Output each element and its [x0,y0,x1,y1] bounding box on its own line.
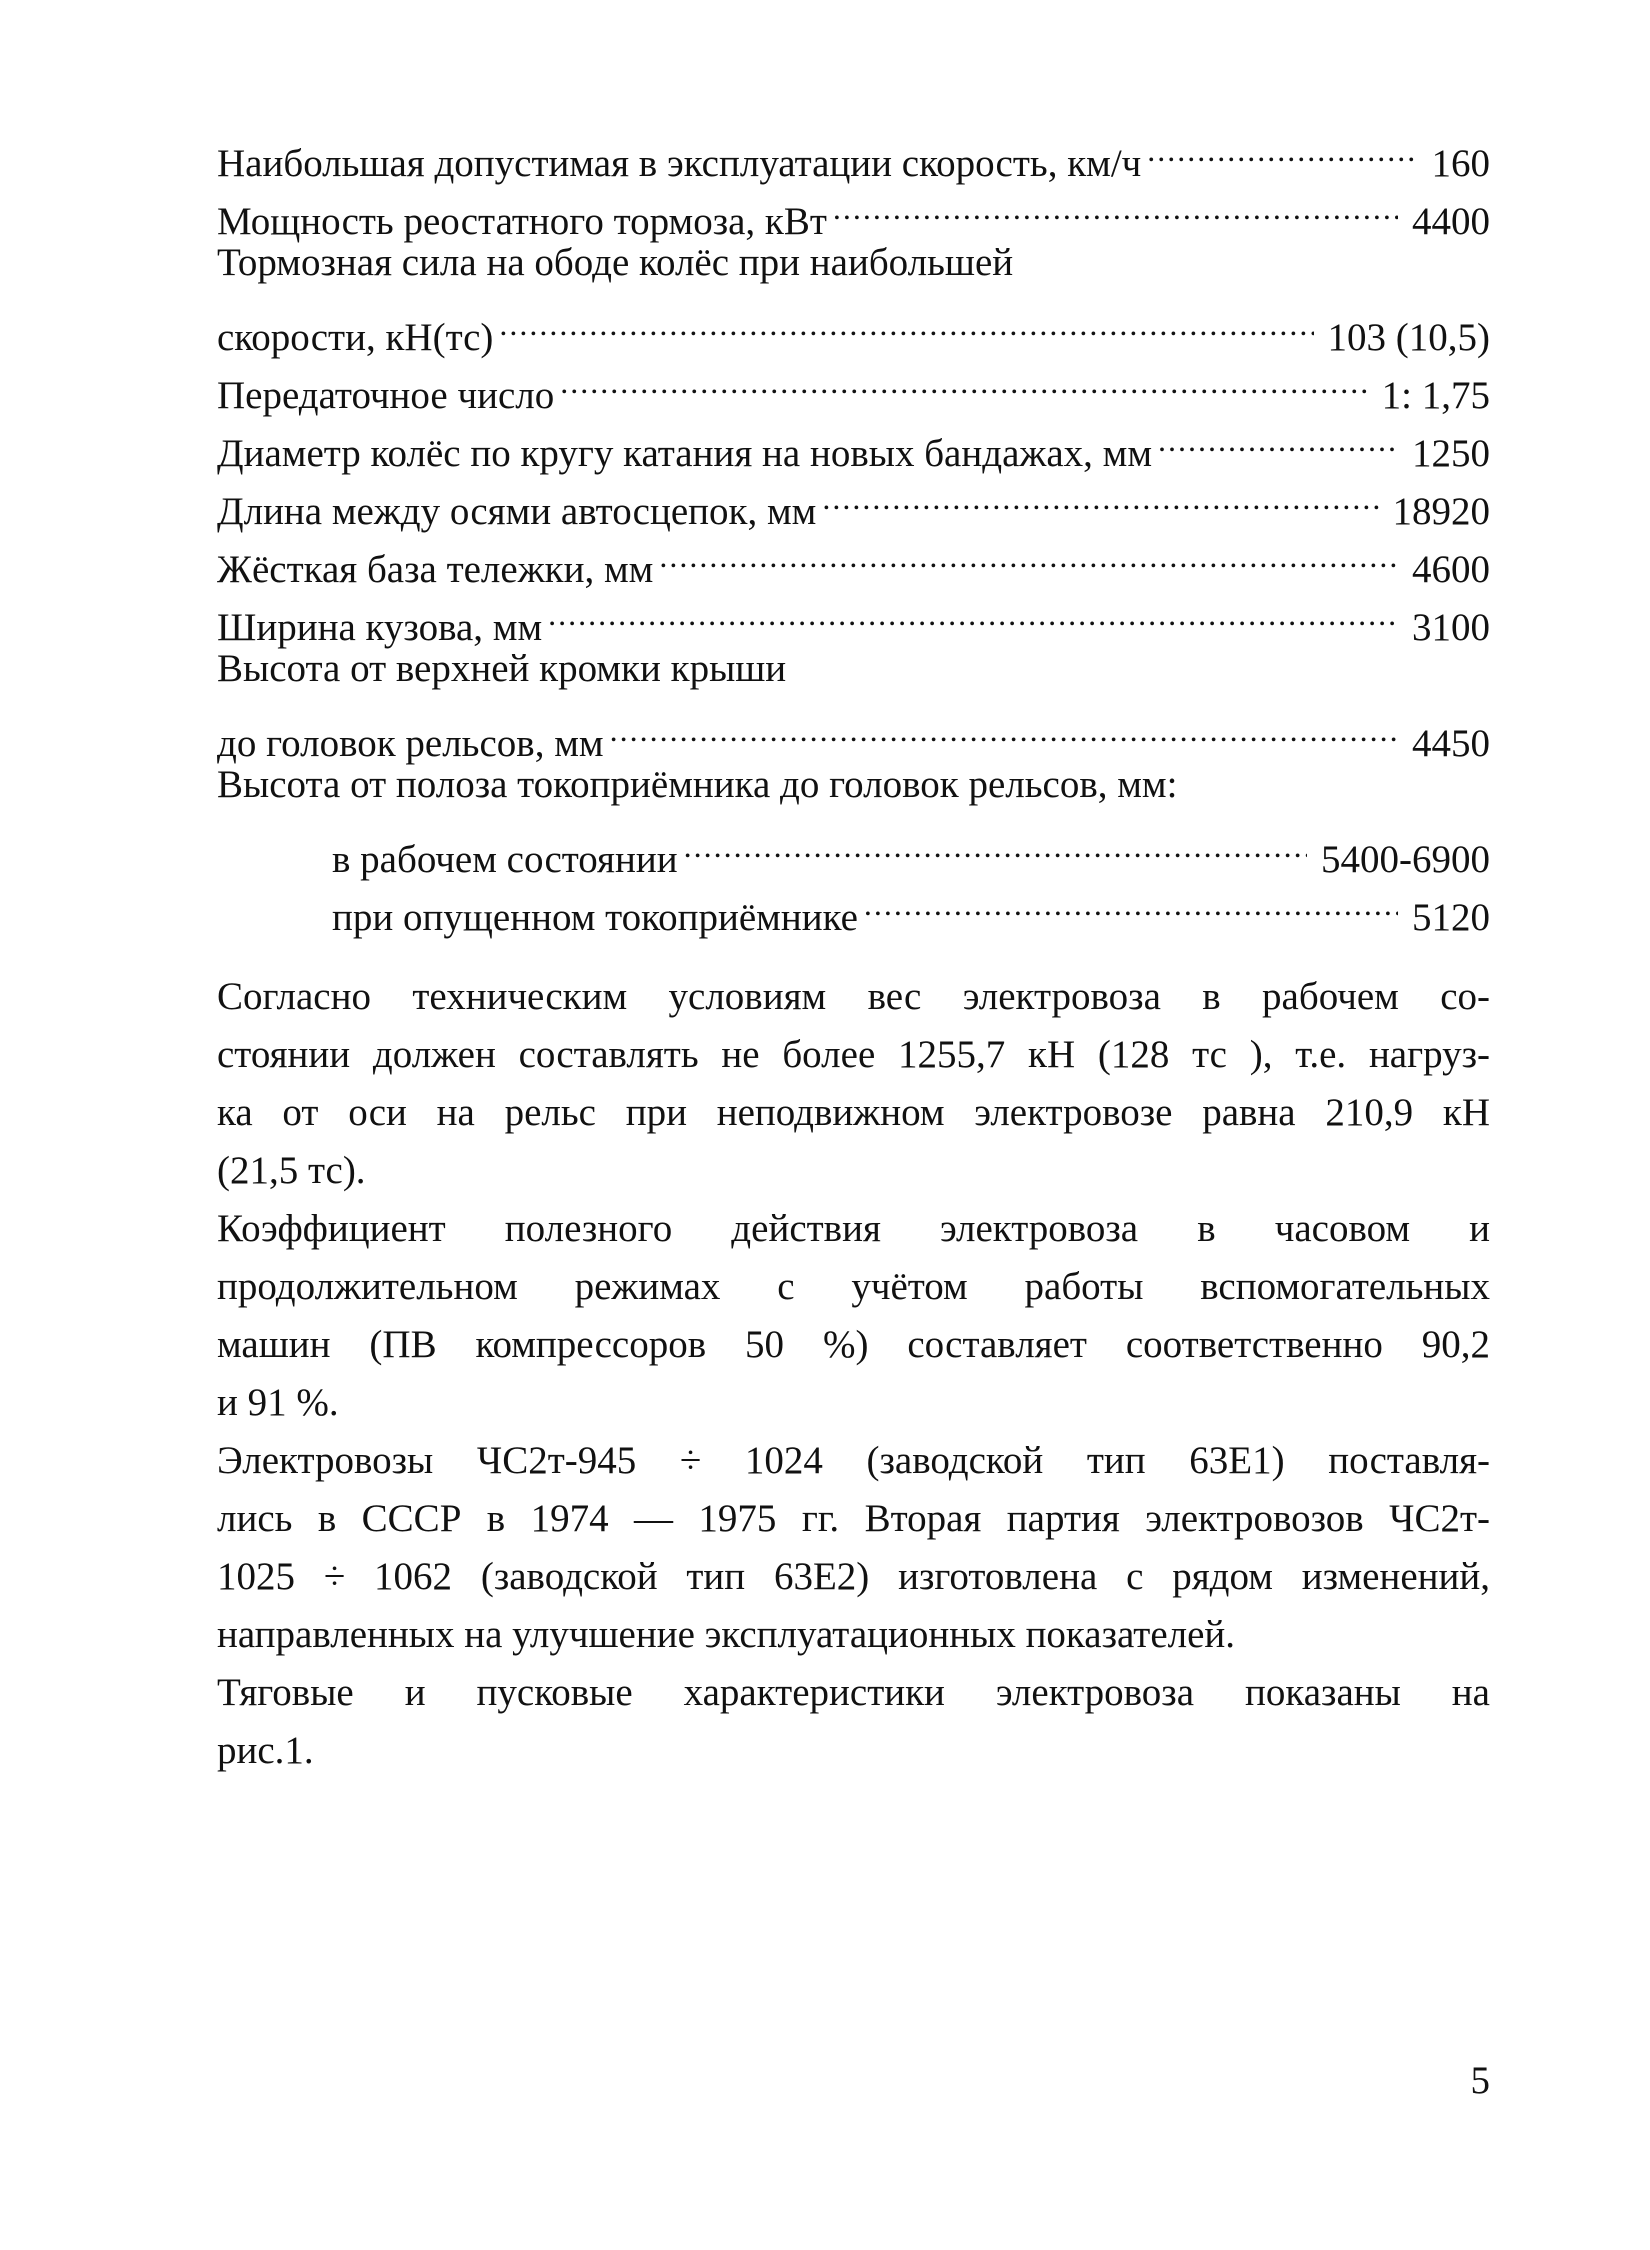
dot-leader [684,814,1307,872]
dot-leader [1158,408,1398,466]
spec-row [217,292,1490,359]
spec-label: до головок рельсов, мм [217,722,604,765]
text-line: Тяговые и пусковые характеристики электровоза показаны на [217,1671,1490,1714]
spec-value: 1250 [1412,432,1490,475]
spec-value: 3100 [1412,606,1490,649]
spec-label: при опущенном токоприёмнике [332,896,858,939]
text-line: Согласно техническим условиям вес электровоза в рабочем со- [217,975,1490,1018]
dot-leader [1147,118,1417,176]
text-line: стоянии должен составлять не более 1255,7 кН (128 тс ), т.е. нагруз- [217,1033,1490,1076]
text-line: Электровозы ЧС2т-945 ÷ 1024 (заводской тип 63Е1) поставля- [217,1439,1490,1482]
paragraph [217,1200,1490,1432]
spec-heading: Высота от верхней кромки крыши [217,647,787,690]
dot-leader [610,698,1398,756]
body-text [217,968,1490,1780]
spec-value: 4600 [1412,548,1490,591]
spec-label: скорости, кН(тс) [217,316,494,359]
spec-value: 4450 [1412,722,1490,765]
spec-label: Ширина кузова, мм [217,606,543,649]
text-line: 1025 ÷ 1062 (заводской тип 63Е2) изготовлена с рядом изменений, [217,1555,1490,1598]
dot-leader [499,292,1313,350]
text-line: ка от оси на рельс при неподвижном электровозе равна 210,9 кН [217,1091,1490,1134]
dot-leader [864,872,1398,930]
spec-label: Мощность реостатного тормоза, кВт [217,200,827,243]
spec-value: 5120 [1412,896,1490,939]
paragraph [217,1664,1490,1780]
spec-label: Передаточное число [217,374,555,417]
text-line: Коэффициент полезного действия электровоза в часовом и [217,1207,1490,1250]
page-number: 5 [1470,2059,1490,2102]
text-line: и 91 %. [217,1381,339,1424]
dot-leader [833,176,1398,234]
spec-value: 160 [1431,142,1490,185]
spec-label: Диаметр колёс по кругу катания на новых бандажах, мм [217,432,1153,475]
paragraph [217,1432,1490,1664]
spec-value: 5400-6900 [1321,838,1490,881]
text-line: направленных на улучшение эксплуатационных показателей. [217,1613,1236,1656]
spec-row [217,118,1490,185]
paragraph [217,968,1490,1200]
spec-value: 18920 [1392,490,1490,533]
text-line: лись в СССР в 1974 — 1975 гг. Вторая партия электровозов ЧС2т- [217,1497,1490,1540]
spec-label: Наибольшая допустимая в эксплуатации скорость, км/ч [217,142,1142,185]
dot-leader [659,524,1398,582]
dot-leader [560,350,1367,408]
text-line: продолжительном режимах с учётом работы вспомогательных [217,1265,1490,1308]
spec-label: в рабочем состоянии [332,838,678,881]
spec-label: Длина между осями автосцепок, мм [217,490,817,533]
spec-heading: Высота от полоза токоприёмника до головок рельсов, мм: [217,763,1178,806]
specifications-list [217,118,1490,939]
text-line: рис.1. [217,1729,314,1772]
spec-heading: Тормозная сила на ободе колёс при наибольшей [217,241,1014,284]
spec-value: 1: 1,75 [1381,374,1490,417]
text-line: машин (ПВ компрессоров 50 %) составляет соответственно 90,2 [217,1323,1490,1366]
dot-leader [822,466,1378,524]
spec-value: 103 (10,5) [1327,316,1490,359]
text-line: (21,5 тс). [217,1149,366,1192]
spec-value: 4400 [1412,200,1490,243]
spec-row [217,698,1490,765]
spec-row [217,814,1490,881]
dot-leader [548,582,1398,640]
spec-label: Жёсткая база тележки, мм [217,548,654,591]
